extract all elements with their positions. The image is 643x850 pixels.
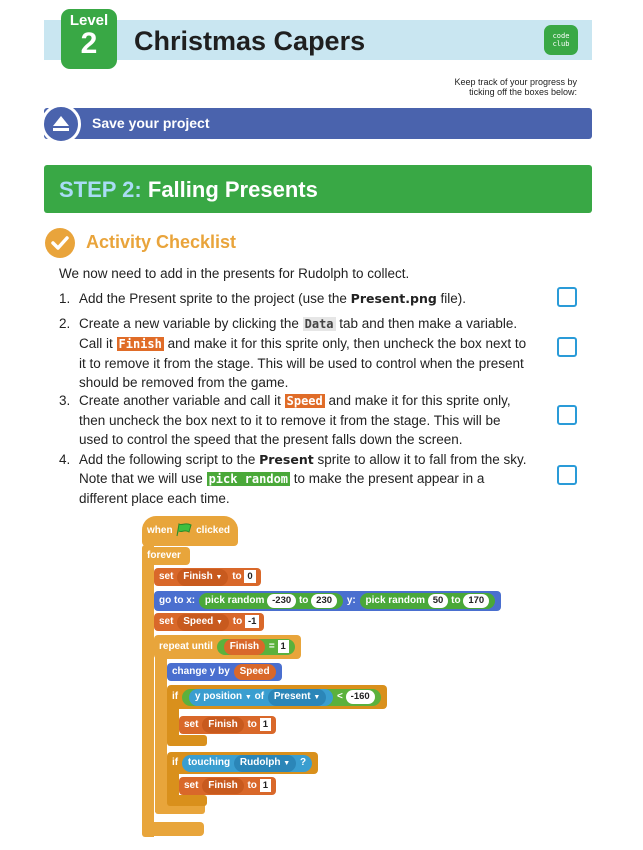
item-text [79,391,529,449]
if-bottom-1 [167,735,207,746]
item-text-part: and make it for this sprite only, then uncheck the box next to it to remove it from the stage. This will be used to control the speed that the present falls down the screen. [79,393,511,447]
to-label: to [232,571,242,582]
code-club-logo [544,25,578,55]
sensing-reporter [189,689,333,706]
set-label: set [184,719,199,730]
var-name: Speed [183,616,214,627]
sprite-name: Rudolph [239,757,281,768]
to-label: to [232,616,243,627]
touching-reporter [182,755,312,772]
logo-line-1: code [552,32,570,40]
goto-label: go to x: [159,595,196,606]
code-speed: Speed [286,394,323,408]
progress-line-1: Keep track of your progress by [454,77,577,87]
value-input[interactable]: 1 [278,640,289,653]
set-finish-2-block [179,777,276,795]
item-text [79,314,529,392]
item-text-part: Create another variable and call it [79,393,285,408]
equals-operator [217,639,295,655]
var-name: Finish [183,571,213,582]
repeat-until-label: repeat until [159,641,213,652]
item-text-part: Add the following script to the [79,452,260,467]
attr-name: y position [194,691,243,702]
item-number: 2. [59,316,71,331]
item-text-part: tab and then make a variable. Call it [79,316,518,351]
set-finish-block [154,568,261,586]
sprite-dropdown[interactable] [234,755,296,772]
checkbox-item-2[interactable] [557,337,577,357]
save-label: Save your project [92,115,210,131]
progress-note [454,77,577,97]
var-dropdown[interactable]: Finish [202,778,243,794]
item-bold: Present.png [350,291,437,306]
if-y-position-block [167,685,387,709]
dropdown-arrow-icon: ▼ [215,574,223,581]
set-label: set [159,616,174,627]
var-reporter: Finish [224,639,265,655]
change-y-label: change y by [172,666,230,677]
y-max-input[interactable]: 170 [463,594,489,608]
touching-label: touching [187,757,231,768]
x-min-input[interactable]: -230 [267,594,296,608]
level-number: 2 [80,27,98,60]
question-mark: ? [299,757,307,768]
sprite-dropdown[interactable] [268,689,326,706]
item-text [79,289,529,308]
if-label: if [172,757,179,768]
hat-when: when [147,525,173,536]
dropdown-arrow-icon: ▼ [313,694,321,701]
var-dropdown[interactable] [177,614,229,631]
var-reporter: Speed [234,664,276,680]
pick-random-label: pick random [204,595,265,606]
sprite-name: Present [273,691,311,702]
dropdown-arrow-icon: ▼ [244,694,252,701]
intro-text: We now need to add in the presents for Rudolph to collect. [59,266,410,281]
repeat-until-block [154,635,301,659]
hat-clicked: clicked [196,525,231,536]
item-number: 4. [59,452,71,467]
var-dropdown[interactable] [177,569,228,586]
dropdown-arrow-icon: ▼ [283,760,291,767]
step-name: Falling Presents [147,177,318,202]
y-min-input[interactable]: 50 [428,594,449,608]
to-label: to [247,719,257,730]
to-label: to [298,595,309,606]
of-label: of [254,691,265,702]
repeat-arm [155,650,167,812]
green-flag-icon [175,523,193,537]
item-number: 3. [59,393,71,408]
item-text-part: to make the present appear in a different place each time. [79,471,485,506]
checkbox-item-4[interactable] [557,465,577,485]
to-label: to [451,595,461,606]
forever-bottom [142,822,204,836]
item-text-part: Create a new variable by clicking the [79,316,303,331]
less-than-operator [182,689,381,706]
x-max-input[interactable]: 230 [311,594,337,608]
item-bold: Present [259,452,314,467]
pick-random-y [360,593,496,609]
forever-arm [142,545,154,837]
when-flag-clicked-block [142,516,238,546]
pick-random-x [199,593,343,609]
to-label: to [247,780,257,791]
set-finish-1-block [179,716,276,734]
item-text [79,450,529,508]
set-label: set [159,571,174,582]
checkbox-item-1[interactable] [557,287,577,307]
if-label: if [172,691,179,702]
set-speed-block [154,613,264,631]
activity-title: Activity Checklist [86,232,237,252]
logo-line-2: club [552,40,570,48]
forever-block: forever [142,547,190,565]
value-input[interactable]: -1 [245,615,259,628]
change-y-block [167,663,282,681]
code-pick-random: pick random [208,472,289,486]
value-input[interactable]: 1 [260,718,271,731]
code-finish: Finish [118,337,162,351]
pick-random-label: pick random [365,595,425,606]
save-icon [41,104,81,144]
if-bottom-2 [167,795,207,806]
item-number: 1. [59,291,71,306]
lt-sign: < [337,691,343,702]
step-title [59,177,318,203]
if-touching-block [167,752,318,774]
step-number: STEP 2: [59,177,142,202]
progress-line-2: ticking off the boxes below: [469,87,577,97]
page-title: Christmas Capers [134,26,366,56]
y-label: y: [346,595,356,606]
item-text-part: file). [436,291,467,306]
item-text-part: and make it for this sprite only, then uncheck the box next to it to remove it from the stage. This will be used to control when the present should be removed from the game. [79,336,527,390]
value-input[interactable]: 1 [260,779,271,792]
checkmark-icon [45,228,75,258]
level-badge [61,9,117,69]
level-label: Level [69,12,109,29]
value-input[interactable]: 0 [244,570,255,583]
item-text-part: sprite to allow it to fall from the sky. Note that we will use [79,452,527,486]
equals-sign: = [268,641,275,652]
var-dropdown[interactable]: Finish [202,717,243,733]
checkbox-item-3[interactable] [557,405,577,425]
value-input[interactable]: -160 [346,690,375,704]
item-text-part: Add the Present sprite to the project (use the [79,291,351,306]
goto-xy-block [154,591,501,611]
dropdown-arrow-icon: ▼ [216,619,223,626]
set-label: set [184,780,199,791]
code-data: Data [304,317,334,331]
